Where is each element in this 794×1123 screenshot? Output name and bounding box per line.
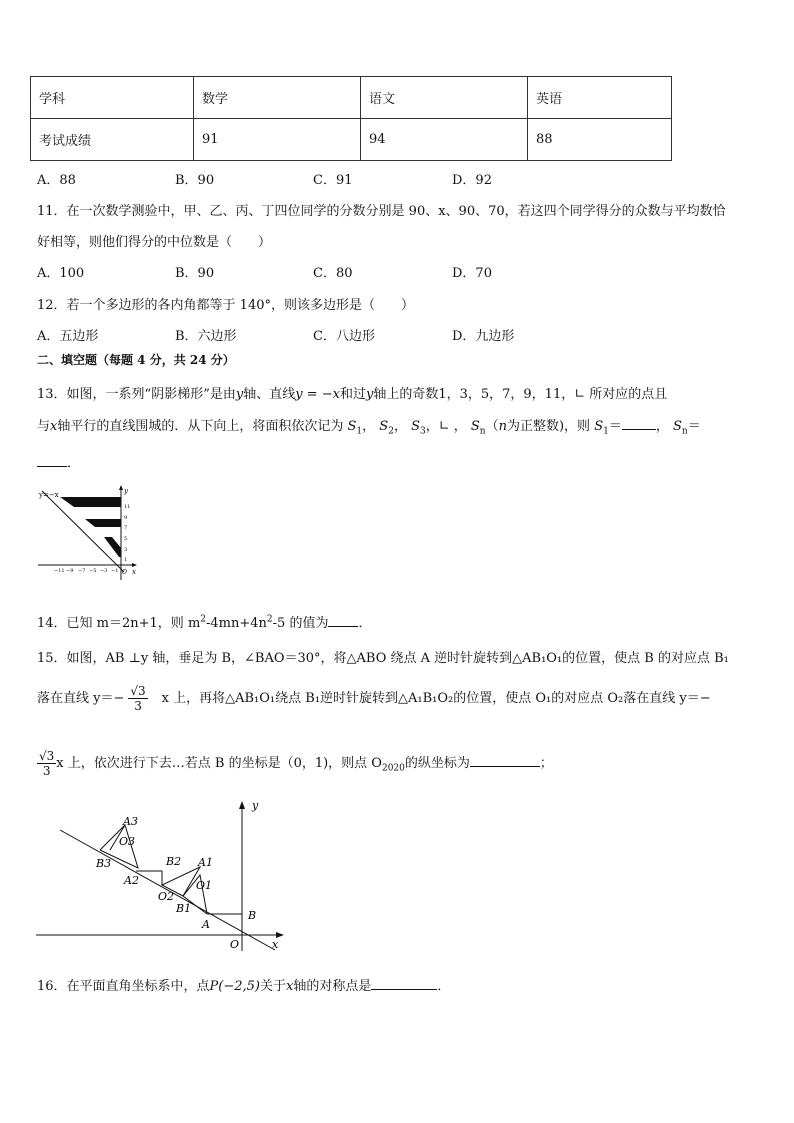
frac-den: 3 bbox=[42, 764, 51, 778]
q13-text: ， bbox=[655, 419, 669, 434]
q15-line-1: 15．如图，AB ⊥y 轴，垂足为 B，∠BAO＝30°，将△ABO 绕点 A 逆时针旋转到△AB₁O₁的位置，使点 B 的对应点 B₁ bbox=[37, 651, 729, 666]
table-cell: 94 bbox=[361, 119, 528, 161]
q13-answer-blank-1[interactable] bbox=[622, 417, 656, 430]
q15-text: 落在直线 y＝− bbox=[37, 691, 125, 706]
triangle-a2b2o2 bbox=[136, 871, 162, 885]
q13-sub: 3 bbox=[419, 426, 426, 437]
label-b3: B3 bbox=[96, 857, 112, 870]
q13-text: ＝ bbox=[608, 419, 622, 434]
q12-line-1: 12．若一个多边形的各内角都等于 140°，则该多边形是（ ） bbox=[37, 298, 414, 313]
q13-sub: n bbox=[681, 426, 688, 437]
table-cell: 学科 bbox=[31, 77, 194, 119]
q16-line bbox=[37, 975, 450, 994]
q14-answer-blank[interactable] bbox=[328, 614, 358, 627]
frac-den: 3 bbox=[134, 699, 142, 713]
q12-option-b: B．六边形 bbox=[175, 329, 237, 344]
shaded-band-s3 bbox=[60, 497, 121, 507]
label-b: B bbox=[248, 909, 257, 922]
q16-answer-blank[interactable] bbox=[371, 977, 437, 990]
q13-text: 轴、直线 bbox=[243, 387, 296, 402]
q11-line-1: 11．在一次数学测验中，甲、乙、丙、丁四位同学的分数分别是 90、x、90、70，若这四个同学得分的众数与平均数恰 bbox=[37, 204, 726, 219]
q13-equation: y = −x bbox=[295, 387, 340, 402]
label-b1: B1 bbox=[176, 902, 192, 915]
q14-text: 14．已知 m＝2n+1，则 m bbox=[37, 616, 201, 631]
fig13-ytick: 11 bbox=[124, 504, 131, 510]
section-heading: 二、填空题（每题 4 分，共 24 分） bbox=[37, 353, 235, 367]
q15-line-3 bbox=[37, 749, 553, 778]
q13-line-2: 与x轴平行的直线围城的．从下向上，将面积依次记为 $S_1$， $S_2$， $S_3$，∟ ， $S_n(n$为正整数)，则 $S_1=$ ， $S_n=$ bbox=[37, 419, 701, 437]
q13-sub: 1 bbox=[603, 426, 609, 437]
q13-text: ，∟ ， bbox=[425, 419, 467, 434]
q13-text: 和过 bbox=[339, 387, 366, 402]
fig13-xtick: −9 bbox=[66, 568, 74, 574]
shaded-band-s2 bbox=[85, 519, 121, 527]
table-header-row bbox=[31, 77, 672, 119]
label-o1: O1 bbox=[196, 879, 213, 892]
q13-text: 13．如图，一系列“阴影梯形”是由 bbox=[37, 387, 236, 402]
q12-option-d: D．九边形 bbox=[452, 329, 515, 344]
label-a: A bbox=[202, 918, 210, 931]
q15-sub: 2020 bbox=[381, 763, 405, 774]
q12-option-a: A．五边形 bbox=[37, 329, 99, 344]
q13-var: y bbox=[365, 387, 374, 402]
q15-text: ； bbox=[539, 756, 553, 771]
frac-num: √3 bbox=[39, 749, 55, 763]
fig13-ytick: 1 bbox=[124, 557, 128, 563]
q15-fraction bbox=[37, 749, 56, 778]
q11-line-2: 好相等，则他们得分的中位数是（ ） bbox=[37, 235, 272, 250]
fig13-xtick: −1 bbox=[111, 568, 119, 574]
fig13-ytick: 7 bbox=[124, 525, 128, 531]
q11-option-d: D．70 bbox=[452, 266, 492, 281]
q13-text: （ bbox=[485, 419, 499, 434]
q15-line-2 bbox=[37, 684, 711, 713]
q10-option-c: C．91 bbox=[313, 173, 353, 188]
table-cell: 语文 bbox=[361, 77, 528, 119]
label-b2: B2 bbox=[166, 855, 182, 868]
fig13-ytick: 5 bbox=[124, 536, 128, 542]
q11-option-c: C．80 bbox=[313, 266, 353, 281]
q10-option-a: A．88 bbox=[37, 173, 76, 188]
q13-var: x bbox=[50, 419, 58, 434]
fig13-y-label: y bbox=[124, 487, 128, 495]
q16-point: P(−2,5) bbox=[209, 979, 261, 994]
q13-s: S bbox=[347, 419, 357, 434]
fig13-xtick: −5 bbox=[89, 568, 97, 574]
table-cell: 数学 bbox=[194, 77, 361, 119]
q11-option-a: A．100 bbox=[37, 266, 85, 281]
table-cell: 考试成绩 bbox=[31, 119, 194, 161]
q13-sub: 1 bbox=[356, 426, 363, 437]
q13-text: 轴上的奇数1，3，5，7，9，11，∟ 所对应的点且 bbox=[373, 387, 668, 402]
q13-answer-blank-2[interactable] bbox=[37, 454, 67, 467]
q10-option-d: D．92 bbox=[452, 173, 492, 188]
q13-line-3 bbox=[37, 452, 80, 471]
q13-s: S bbox=[379, 419, 389, 434]
label-o: O bbox=[230, 938, 240, 951]
y-axis-arrow bbox=[239, 801, 245, 809]
fig13-xtick: −7 bbox=[78, 568, 86, 574]
fig13-line-label: y=−x bbox=[39, 491, 59, 499]
frac-num: √3 bbox=[130, 684, 146, 698]
q13-text: 为正整数)，则 bbox=[506, 419, 591, 434]
score-table bbox=[30, 76, 672, 161]
table-cell: 88 bbox=[528, 119, 672, 161]
fig13-ytick: 9 bbox=[124, 515, 128, 521]
y-axis-arrow bbox=[119, 485, 123, 490]
q14-text: ． bbox=[358, 616, 372, 631]
q16-text: 轴的对称点是 bbox=[293, 979, 372, 994]
table-cell: 英语 bbox=[528, 77, 672, 119]
fig13-ytick: 3 bbox=[124, 547, 128, 553]
q13-text: 与 bbox=[37, 419, 51, 434]
q14-text: -5 的值为 bbox=[272, 616, 329, 631]
q12-option-c: C．八边形 bbox=[313, 329, 375, 344]
q13-line-1 bbox=[37, 383, 667, 402]
shaded-band-s1 bbox=[104, 537, 121, 557]
q14-sup: 2 bbox=[200, 614, 207, 625]
label-o2: O2 bbox=[158, 890, 175, 903]
q13-text: ＝ bbox=[687, 419, 701, 434]
fig13-origin-label: O bbox=[122, 569, 127, 576]
q11-option-b: B．90 bbox=[175, 266, 215, 281]
q13-s: S bbox=[673, 419, 682, 434]
q13-sub: n bbox=[479, 426, 486, 437]
q13-s: S bbox=[470, 419, 480, 434]
label-o3: O3 bbox=[119, 835, 136, 848]
q16-text: 关于 bbox=[260, 979, 287, 994]
q15-answer-blank[interactable] bbox=[470, 754, 540, 767]
q15-fraction bbox=[128, 684, 147, 713]
fig13-x-label: x bbox=[132, 568, 136, 576]
q16-text: ． bbox=[437, 979, 451, 994]
table-cell: 91 bbox=[194, 119, 361, 161]
label-x: x bbox=[272, 938, 279, 951]
q13-s: S bbox=[594, 419, 604, 434]
q13-text: 轴平行的直线围城的．从下向上，将面积依次记为 bbox=[57, 419, 344, 434]
triangle-abo bbox=[207, 914, 242, 935]
fig13-xtick: −11 bbox=[54, 568, 65, 574]
q14-sup: 2 bbox=[266, 614, 273, 625]
q10-option-b: B．90 bbox=[175, 173, 215, 188]
label-a3: A3 bbox=[123, 815, 138, 828]
q16-var: x bbox=[286, 979, 294, 994]
q15-text: x 上，依次进行下去…若点 B 的坐标是（0，1)，则点 O bbox=[56, 756, 382, 771]
q13-figure bbox=[36, 484, 138, 582]
label-y: y bbox=[252, 799, 259, 812]
label-a1: A1 bbox=[198, 856, 213, 869]
q13-var: y bbox=[235, 387, 244, 402]
fig13-xtick: −3 bbox=[100, 568, 108, 574]
q13-s: S bbox=[411, 419, 420, 434]
label-a2: A2 bbox=[124, 874, 139, 887]
q14-text: -4mn+4n bbox=[206, 616, 267, 631]
q15-text: x 上，再将△AB₁O₁绕点 B₁逆时针旋转到△A₁B₁O₂的位置，使点 O₁的对应点 O₂落在直线 y＝− bbox=[161, 691, 711, 706]
q15-figure bbox=[30, 795, 290, 955]
q13-text: ． bbox=[67, 456, 81, 471]
table-row bbox=[31, 119, 672, 161]
q16-text: 16．在平面直角坐标系中，点 bbox=[37, 979, 210, 994]
x-axis-arrow bbox=[132, 563, 137, 567]
q14-line bbox=[37, 612, 371, 631]
q13-var: n bbox=[498, 419, 507, 434]
q13-sub: 2 bbox=[388, 426, 394, 437]
q15-text: 的纵坐标为 bbox=[404, 756, 470, 771]
